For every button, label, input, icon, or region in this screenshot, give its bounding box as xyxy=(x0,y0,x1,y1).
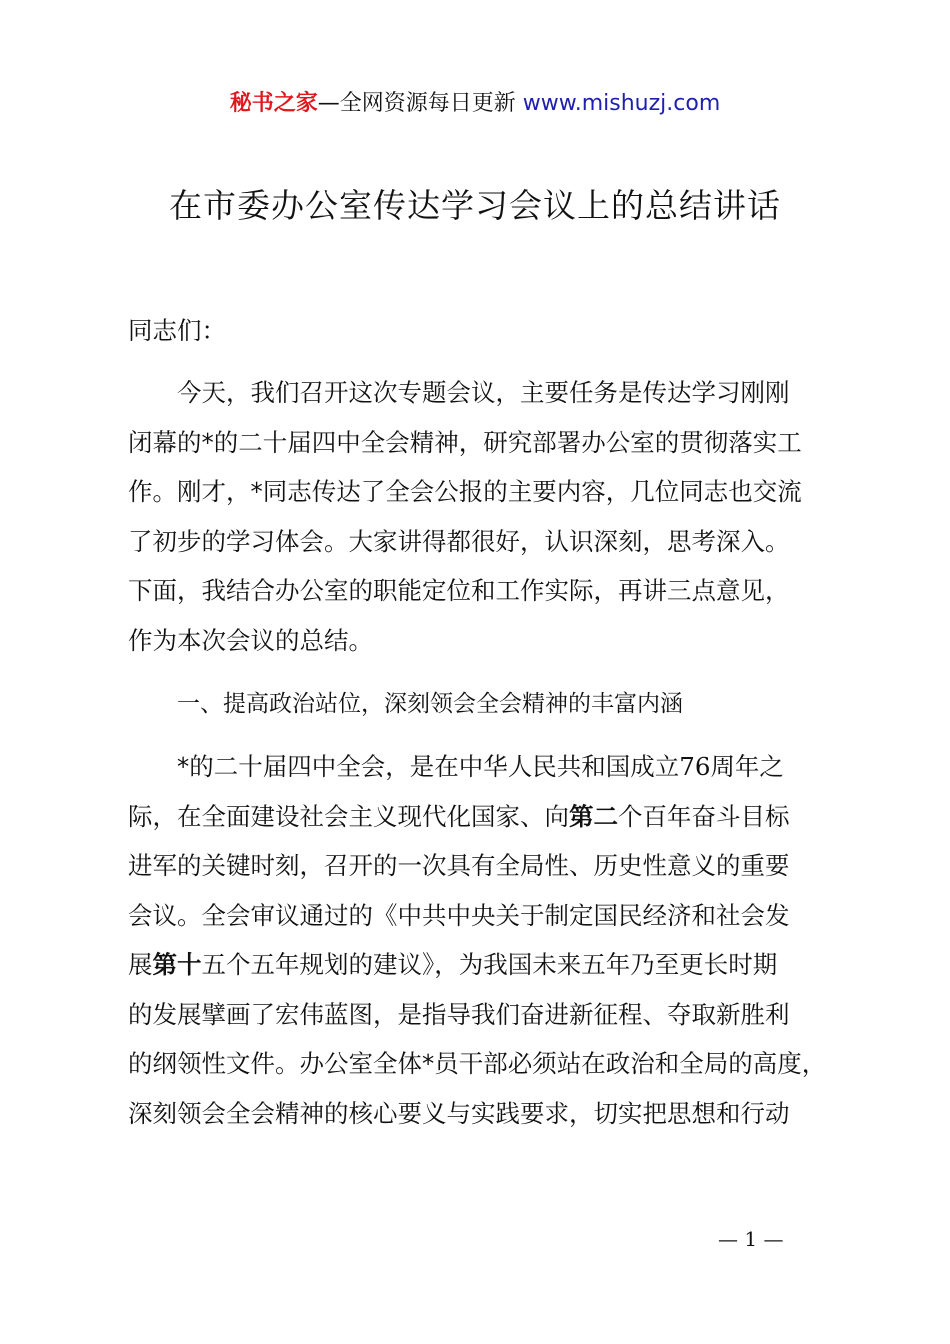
text-run: 周年之 xyxy=(710,752,784,781)
text-run: 个百年奋斗目标 xyxy=(618,801,790,831)
paragraph-line: 今天，我们召开这次专题会议，主要任务是传达学习刚刚 xyxy=(177,378,790,407)
paragraph-line: 会议。全会审议通过的《中共中央关于制定国民经济和社会发 xyxy=(128,900,790,930)
paragraph-line: 作为本次会议的总结。 xyxy=(128,625,373,655)
greeting-block xyxy=(128,306,828,356)
greeting: 同志们： xyxy=(128,316,226,345)
brand-name: 秘书之家 xyxy=(229,91,318,116)
text-run: *的二十届四中全会，是在中华人民共和国成立 xyxy=(177,752,680,781)
paragraph-line: 作。刚才，*同志传达了全会公报的主要内容，几位同志也交流 xyxy=(128,477,802,506)
section-heading-block xyxy=(128,680,828,730)
paragraph-section1 xyxy=(128,742,828,1138)
text-run: 五个五年规划的建议》，为我国未来五年乃至更长时期 xyxy=(201,950,778,979)
document-title: 在市委办公室传达学习会议上的总结讲话 xyxy=(169,186,781,225)
section-heading: 一、提高政治站位，深刻领会全会精神的丰富内涵 xyxy=(177,691,683,717)
paragraph-line: 进军的关键时刻，召开的一次具有全局性、历史性意义的重要 xyxy=(128,851,790,880)
page-number-value: 1 xyxy=(744,1227,758,1251)
brand-slogan: —全网资源每日更新 xyxy=(317,91,523,116)
paragraph-line: 了初步的学习体会。大家讲得都很好，认识深刻，思考深入。 xyxy=(128,526,790,556)
paragraph-line: 深刻领会全会精神的核心要义与实践要求，切实把思想和行动 xyxy=(128,1098,790,1128)
site-header xyxy=(0,88,950,120)
page-dash-right: — xyxy=(763,1227,784,1251)
paragraph-line: 的纲领性文件。办公室全体*员干部必须站在政治和全局的高度， xyxy=(128,1049,827,1078)
paragraph-line: 的发展擘画了宏伟蓝图，是指导我们奋进新征程、夺取新胜利 xyxy=(128,999,790,1029)
number-run: 76 xyxy=(679,752,711,781)
paragraph-line xyxy=(128,940,828,990)
text-run: 展 xyxy=(128,950,153,979)
paragraph-line xyxy=(128,792,828,842)
bold-run: 第十 xyxy=(152,950,202,979)
bold-run: 第二 xyxy=(569,801,618,831)
paragraph-line: 下面，我结合办公室的职能定位和工作实际，再讲三点意见， xyxy=(128,576,790,605)
paragraph-line: 闭幕的*的二十届四中全会精神，研究部署办公室的贯彻落实工 xyxy=(128,427,802,457)
site-url-link[interactable]: www.mishuzj.com xyxy=(522,91,721,116)
page-dash-left: — xyxy=(718,1227,738,1251)
paragraph-intro xyxy=(128,368,828,665)
paragraph-line xyxy=(128,742,828,792)
page-number xyxy=(718,1224,783,1254)
text-run: 际，在全面建设社会主义现代化国家、向 xyxy=(128,801,569,831)
